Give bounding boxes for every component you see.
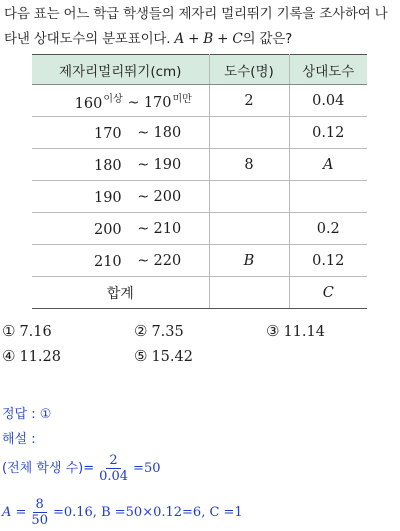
choice-5[interactable]: ⑤ 15.42 [134,347,193,365]
relative-frequency-cell: 0.12 [289,245,367,277]
tilde-separator: ~ [137,189,150,206]
choice-2[interactable]: ② 7.35 [134,322,184,340]
tilde-separator: ~ [137,125,150,142]
question-line-1: 다음 표는 어느 학급 학생들의 제자리 멀리뛰기 기록을 조사하여 나 [4,6,388,22]
tilde-separator: ~ [127,95,140,112]
count-cell [209,181,289,213]
interval-lower: 170 [93,125,122,142]
relative-frequency-cell [289,181,367,213]
header-distance: 제자리멀리뛰기(cm) [32,55,209,85]
count-cell: B [209,245,289,277]
table-header-row [32,55,367,85]
question-line-2-text: 타낸 상대도수의 분포표이다. [4,31,171,47]
explanation-line-1 [2,453,160,484]
interval-upper: 200 [153,189,182,206]
total-students-result: =50 [133,461,161,476]
count-cell: 2 [209,85,289,117]
interval-upper: 220 [153,253,182,270]
interval-upper: 210 [153,221,182,238]
total-students-label: (전체 학생 수)= [2,461,95,476]
explanation-rest: =0.16, B =50×0.12=6, C =1 [52,505,243,520]
frequency-table [32,54,367,309]
relative-frequency-cell: A [289,149,367,181]
total-relative-frequency-cell: C [289,277,367,309]
explanation-line-2 [2,497,243,528]
interval-lower: 210 [93,253,122,270]
tilde-separator: ~ [137,253,150,270]
count-cell: 8 [209,149,289,181]
answer-label: 정답 : ① [2,407,52,422]
total-count-cell [209,277,289,309]
class-interval [32,181,209,213]
class-interval [32,245,209,277]
table-row [32,181,367,213]
answer-choices [2,322,398,372]
header-count: 도수(명) [209,55,289,85]
count-cell [209,213,289,245]
question-text [4,2,398,52]
fraction-8-over-50: $\frac{8}{50}$ [31,497,48,528]
question-line-2-end: 의 값은? [242,31,293,47]
interval-upper: 180 [153,125,182,142]
interval-lower: 190 [93,189,122,206]
choice-3[interactable]: ③ 11.14 [266,322,325,340]
relative-frequency-cell: 0.2 [289,213,367,245]
tilde-separator: ~ [137,221,150,238]
table-row [32,149,367,181]
table-row [32,213,367,245]
choice-1[interactable]: ① 7.16 [2,322,52,340]
a-equals: A = [2,505,27,520]
interval-lower: 200 [93,221,122,238]
class-interval [32,117,209,149]
total-label: 합계 [32,277,209,309]
total-row [32,277,367,309]
question-math-expression: A + B + C [174,31,243,47]
class-interval [32,213,209,245]
class-interval [32,85,209,117]
interval-upper: 190 [153,157,182,174]
interval-upper: $170^{미만}$ [143,93,192,112]
choice-4[interactable]: ④ 11.28 [2,347,61,365]
relative-frequency-cell: 0.12 [289,117,367,149]
question-line-2 [4,27,398,52]
tilde-separator: ~ [137,157,150,174]
table-row [32,85,367,117]
interval-lower: 180 [93,157,122,174]
header-relative-frequency: 상대도수 [289,55,367,85]
interval-lower: $160^{이상}$ [74,93,123,112]
table-row [32,117,367,149]
explanation-label: 해설 : [2,432,36,447]
table-row [32,245,367,277]
count-cell [209,117,289,149]
class-interval [32,149,209,181]
relative-frequency-cell: 0.04 [289,85,367,117]
fraction-2-over-004: $\frac{2}{0.04}$ [99,453,129,484]
